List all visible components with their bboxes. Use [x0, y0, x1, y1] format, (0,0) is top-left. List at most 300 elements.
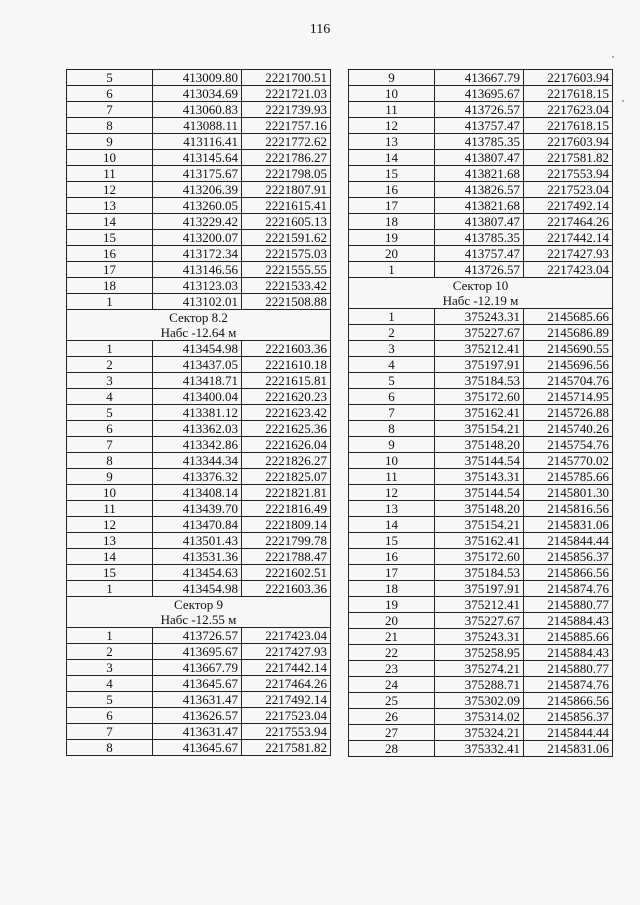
point-number-cell: 12: [67, 517, 153, 533]
point-number-cell: 9: [67, 134, 153, 150]
x-coordinate-cell: 375162.41: [435, 405, 524, 421]
y-coordinate-cell: 2145726.88: [524, 405, 613, 421]
table-row: [67, 660, 331, 676]
table-row: [67, 469, 331, 485]
point-number-cell: 19: [349, 230, 435, 246]
table-row: [349, 405, 613, 421]
y-coordinate-cell: 2145686.89: [524, 325, 613, 341]
y-coordinate-cell: 2145740.26: [524, 421, 613, 437]
table-row: [67, 421, 331, 437]
y-coordinate-cell: 2145874.76: [524, 677, 613, 693]
x-coordinate-cell: 375302.09: [435, 693, 524, 709]
table-row: [349, 453, 613, 469]
x-coordinate-cell: 413088.11: [153, 118, 242, 134]
y-coordinate-cell: 2221798.05: [242, 166, 331, 182]
x-coordinate-cell: 413470.84: [153, 517, 242, 533]
table-row: [349, 198, 613, 214]
x-coordinate-cell: 375314.02: [435, 709, 524, 725]
y-coordinate-cell: 2145844.44: [524, 725, 613, 741]
table-row: [349, 166, 613, 182]
point-number-cell: 8: [349, 421, 435, 437]
x-coordinate-cell: 375212.41: [435, 597, 524, 613]
point-number-cell: 24: [349, 677, 435, 693]
point-number-cell: 7: [349, 405, 435, 421]
y-coordinate-cell: 2145880.77: [524, 597, 613, 613]
table-row: [349, 725, 613, 741]
y-coordinate-cell: 2221625.36: [242, 421, 331, 437]
y-coordinate-cell: 2145685.66: [524, 309, 613, 325]
point-number-cell: 22: [349, 645, 435, 661]
table-row: [67, 357, 331, 373]
y-coordinate-cell: 2145770.02: [524, 453, 613, 469]
y-coordinate-cell: 2221620.23: [242, 389, 331, 405]
x-coordinate-cell: 413229.42: [153, 214, 242, 230]
point-number-cell: 4: [67, 389, 153, 405]
y-coordinate-cell: 2221555.55: [242, 262, 331, 278]
y-coordinate-cell: 2217442.14: [524, 230, 613, 246]
x-coordinate-cell: 413400.04: [153, 389, 242, 405]
table-row: [67, 262, 331, 278]
x-coordinate-cell: 413807.47: [435, 214, 524, 230]
x-coordinate-cell: 375274.21: [435, 661, 524, 677]
table-row: [67, 437, 331, 453]
y-coordinate-cell: 2145831.06: [524, 741, 613, 757]
table-row: [67, 294, 331, 310]
table-row: [349, 246, 613, 262]
x-coordinate-cell: 413381.12: [153, 405, 242, 421]
point-number-cell: 4: [67, 676, 153, 692]
x-coordinate-cell: 413418.71: [153, 373, 242, 389]
table-row: [349, 661, 613, 677]
table-row: [67, 501, 331, 517]
x-coordinate-cell: 413172.34: [153, 246, 242, 262]
table-row: [67, 405, 331, 421]
table-row: [349, 230, 613, 246]
table-row: [349, 549, 613, 565]
table-row: [349, 118, 613, 134]
table-row: [67, 485, 331, 501]
y-coordinate-cell: 2217427.93: [242, 644, 331, 660]
x-coordinate-cell: 413116.41: [153, 134, 242, 150]
x-coordinate-cell: 375332.41: [435, 741, 524, 757]
x-coordinate-cell: 413145.64: [153, 150, 242, 166]
point-number-cell: 8: [67, 740, 153, 756]
x-coordinate-cell: 375162.41: [435, 533, 524, 549]
point-number-cell: 15: [67, 565, 153, 581]
x-coordinate-cell: 413757.47: [435, 246, 524, 262]
section-depth: Набс -12.55 м: [67, 612, 331, 628]
x-coordinate-cell: 375184.53: [435, 373, 524, 389]
x-coordinate-cell: 375154.21: [435, 421, 524, 437]
point-number-cell: 25: [349, 693, 435, 709]
x-coordinate-cell: 413501.43: [153, 533, 242, 549]
section-title: Сектор 9: [67, 597, 331, 613]
x-coordinate-cell: 375212.41: [435, 341, 524, 357]
x-coordinate-cell: 413667.79: [435, 70, 524, 86]
point-number-cell: 5: [67, 405, 153, 421]
point-number-cell: 6: [67, 421, 153, 437]
point-number-cell: 10: [67, 150, 153, 166]
point-number-cell: 1: [349, 262, 435, 278]
table-row: [67, 676, 331, 692]
x-coordinate-cell: 413454.98: [153, 581, 242, 597]
point-number-cell: 14: [349, 150, 435, 166]
table-row: [349, 389, 613, 405]
y-coordinate-cell: 2221788.47: [242, 549, 331, 565]
point-number-cell: 8: [67, 118, 153, 134]
y-coordinate-cell: 2145885.66: [524, 629, 613, 645]
point-number-cell: 9: [67, 469, 153, 485]
x-coordinate-cell: 375227.67: [435, 325, 524, 341]
point-number-cell: 15: [349, 533, 435, 549]
point-number-cell: 15: [67, 230, 153, 246]
x-coordinate-cell: 413626.57: [153, 708, 242, 724]
scan-speck: [612, 56, 614, 58]
table-row: [349, 597, 613, 613]
x-coordinate-cell: 375197.91: [435, 357, 524, 373]
point-number-cell: 13: [67, 533, 153, 549]
x-coordinate-cell: 413785.35: [435, 134, 524, 150]
table-row: [349, 86, 613, 102]
y-coordinate-cell: 2145785.66: [524, 469, 613, 485]
table-row: [349, 677, 613, 693]
y-coordinate-cell: 2145696.56: [524, 357, 613, 373]
table-row: [349, 325, 613, 341]
y-coordinate-cell: 2145880.77: [524, 661, 613, 677]
point-number-cell: 14: [349, 517, 435, 533]
table-row: [349, 421, 613, 437]
y-coordinate-cell: 2217618.15: [524, 86, 613, 102]
table-row: [349, 485, 613, 501]
table-row: [67, 628, 331, 644]
table-row: [67, 644, 331, 660]
point-number-cell: 16: [349, 549, 435, 565]
point-number-cell: 3: [67, 373, 153, 389]
y-coordinate-cell: 2221591.62: [242, 230, 331, 246]
x-coordinate-cell: 413645.67: [153, 740, 242, 756]
point-number-cell: 10: [349, 453, 435, 469]
y-coordinate-cell: 2145866.56: [524, 693, 613, 709]
table-row: [67, 708, 331, 724]
y-coordinate-cell: 2221626.04: [242, 437, 331, 453]
y-coordinate-cell: 2217492.14: [242, 692, 331, 708]
table-row: [67, 517, 331, 533]
table-row: [67, 118, 331, 134]
section-depth: Набс -12.64 м: [67, 325, 331, 341]
y-coordinate-cell: 2217553.94: [242, 724, 331, 740]
table-row: [349, 741, 613, 757]
y-coordinate-cell: 2221508.88: [242, 294, 331, 310]
point-number-cell: 17: [349, 565, 435, 581]
y-coordinate-cell: 2221786.27: [242, 150, 331, 166]
table-row: [67, 198, 331, 214]
y-coordinate-cell: 2217553.94: [524, 166, 613, 182]
table-row: [67, 533, 331, 549]
y-coordinate-cell: 2221603.36: [242, 581, 331, 597]
x-coordinate-cell: 375143.31: [435, 469, 524, 485]
y-coordinate-cell: 2221603.36: [242, 341, 331, 357]
table-row: [349, 581, 613, 597]
point-number-cell: 3: [67, 660, 153, 676]
x-coordinate-cell: 413009.80: [153, 70, 242, 86]
point-number-cell: 9: [349, 70, 435, 86]
x-coordinate-cell: 375144.54: [435, 485, 524, 501]
point-number-cell: 8: [67, 453, 153, 469]
x-coordinate-cell: 413206.39: [153, 182, 242, 198]
table-row: [349, 613, 613, 629]
table-row: [349, 70, 613, 86]
table-row: [349, 517, 613, 533]
y-coordinate-cell: 2145844.44: [524, 533, 613, 549]
x-coordinate-cell: 413437.05: [153, 357, 242, 373]
section-subtitle-row: [349, 293, 613, 309]
y-coordinate-cell: 2217464.26: [242, 676, 331, 692]
table-row: [349, 182, 613, 198]
x-coordinate-cell: 413726.57: [435, 102, 524, 118]
y-coordinate-cell: 2217581.82: [524, 150, 613, 166]
point-number-cell: 13: [349, 134, 435, 150]
point-number-cell: 17: [349, 198, 435, 214]
x-coordinate-cell: 413807.47: [435, 150, 524, 166]
table-row: [67, 134, 331, 150]
x-coordinate-cell: 413342.86: [153, 437, 242, 453]
y-coordinate-cell: 2145856.37: [524, 549, 613, 565]
point-number-cell: 5: [67, 692, 153, 708]
point-number-cell: 4: [349, 357, 435, 373]
x-coordinate-cell: 375258.95: [435, 645, 524, 661]
coordinates-table-left: [66, 69, 331, 756]
table-row: [67, 453, 331, 469]
table-row: [67, 581, 331, 597]
table-row: [67, 214, 331, 230]
x-coordinate-cell: 413060.83: [153, 102, 242, 118]
section-header-row: [349, 278, 613, 294]
table-row: [349, 134, 613, 150]
y-coordinate-cell: 2217523.04: [242, 708, 331, 724]
point-number-cell: 1: [67, 581, 153, 597]
x-coordinate-cell: 413757.47: [435, 118, 524, 134]
table-row: [349, 501, 613, 517]
table-row: [67, 389, 331, 405]
y-coordinate-cell: 2217464.26: [524, 214, 613, 230]
point-number-cell: 9: [349, 437, 435, 453]
point-number-cell: 2: [67, 357, 153, 373]
y-coordinate-cell: 2217423.04: [242, 628, 331, 644]
point-number-cell: 27: [349, 725, 435, 741]
point-number-cell: 17: [67, 262, 153, 278]
point-number-cell: 16: [349, 182, 435, 198]
point-number-cell: 6: [67, 708, 153, 724]
point-number-cell: 18: [67, 278, 153, 294]
y-coordinate-cell: 2221610.18: [242, 357, 331, 373]
x-coordinate-cell: 375324.21: [435, 725, 524, 741]
y-coordinate-cell: 2221757.16: [242, 118, 331, 134]
y-coordinate-cell: 2145714.95: [524, 389, 613, 405]
table-row: [349, 565, 613, 581]
point-number-cell: 1: [67, 628, 153, 644]
y-coordinate-cell: 2221615.81: [242, 373, 331, 389]
point-number-cell: 11: [349, 102, 435, 118]
x-coordinate-cell: 413439.70: [153, 501, 242, 517]
table-row: [349, 262, 613, 278]
point-number-cell: 10: [67, 485, 153, 501]
point-number-cell: 14: [67, 214, 153, 230]
x-coordinate-cell: 375243.31: [435, 309, 524, 325]
table-row: [349, 437, 613, 453]
y-coordinate-cell: 2145831.06: [524, 517, 613, 533]
table-row: [349, 214, 613, 230]
table-row: [349, 102, 613, 118]
y-coordinate-cell: 2221721.03: [242, 86, 331, 102]
point-number-cell: 5: [349, 373, 435, 389]
y-coordinate-cell: 2221615.41: [242, 198, 331, 214]
y-coordinate-cell: 2145801.30: [524, 485, 613, 501]
table-row: [349, 629, 613, 645]
y-coordinate-cell: 2217492.14: [524, 198, 613, 214]
x-coordinate-cell: 375288.71: [435, 677, 524, 693]
section-header-row: [67, 597, 331, 613]
table-row: [67, 246, 331, 262]
section-title: Сектор 8.2: [67, 310, 331, 326]
x-coordinate-cell: 413376.32: [153, 469, 242, 485]
y-coordinate-cell: 2217442.14: [242, 660, 331, 676]
point-number-cell: 12: [349, 485, 435, 501]
point-number-cell: 11: [67, 166, 153, 182]
y-coordinate-cell: 2145704.76: [524, 373, 613, 389]
x-coordinate-cell: 413821.68: [435, 166, 524, 182]
table-row: [67, 166, 331, 182]
y-coordinate-cell: 2145690.55: [524, 341, 613, 357]
point-number-cell: 16: [67, 246, 153, 262]
table-row: [67, 278, 331, 294]
point-number-cell: 11: [349, 469, 435, 485]
table-row: [349, 373, 613, 389]
point-number-cell: 23: [349, 661, 435, 677]
x-coordinate-cell: 413695.67: [153, 644, 242, 660]
y-coordinate-cell: 2217427.93: [524, 246, 613, 262]
point-number-cell: 13: [67, 198, 153, 214]
point-number-cell: 21: [349, 629, 435, 645]
x-coordinate-cell: 413344.34: [153, 453, 242, 469]
point-number-cell: 10: [349, 86, 435, 102]
x-coordinate-cell: 413821.68: [435, 198, 524, 214]
y-coordinate-cell: 2221807.91: [242, 182, 331, 198]
point-number-cell: 1: [349, 309, 435, 325]
y-coordinate-cell: 2221826.27: [242, 453, 331, 469]
x-coordinate-cell: 413123.03: [153, 278, 242, 294]
y-coordinate-cell: 2217618.15: [524, 118, 613, 134]
y-coordinate-cell: 2221605.13: [242, 214, 331, 230]
x-coordinate-cell: 413631.47: [153, 692, 242, 708]
table-row: [67, 70, 331, 86]
scan-speck: [622, 100, 624, 102]
point-number-cell: 20: [349, 613, 435, 629]
point-number-cell: 11: [67, 501, 153, 517]
y-coordinate-cell: 2221700.51: [242, 70, 331, 86]
table-row: [349, 341, 613, 357]
x-coordinate-cell: 413826.57: [435, 182, 524, 198]
point-number-cell: 7: [67, 437, 153, 453]
table-row: [67, 341, 331, 357]
point-number-cell: 14: [67, 549, 153, 565]
x-coordinate-cell: 375243.31: [435, 629, 524, 645]
y-coordinate-cell: 2217623.04: [524, 102, 613, 118]
y-coordinate-cell: 2145884.43: [524, 613, 613, 629]
table-row: [67, 150, 331, 166]
y-coordinate-cell: 2217423.04: [524, 262, 613, 278]
y-coordinate-cell: 2221799.78: [242, 533, 331, 549]
y-coordinate-cell: 2217603.94: [524, 70, 613, 86]
y-coordinate-cell: 2145754.76: [524, 437, 613, 453]
section-title: Сектор 10: [349, 278, 613, 294]
point-number-cell: 15: [349, 166, 435, 182]
x-coordinate-cell: 413175.67: [153, 166, 242, 182]
x-coordinate-cell: 375154.21: [435, 517, 524, 533]
section-header-row: [67, 310, 331, 326]
x-coordinate-cell: 375144.54: [435, 453, 524, 469]
y-coordinate-cell: 2217581.82: [242, 740, 331, 756]
x-coordinate-cell: 375172.60: [435, 549, 524, 565]
x-coordinate-cell: 413645.67: [153, 676, 242, 692]
table-row: [349, 645, 613, 661]
y-coordinate-cell: 2221825.07: [242, 469, 331, 485]
y-coordinate-cell: 2221809.14: [242, 517, 331, 533]
table-row: [67, 692, 331, 708]
point-number-cell: 2: [67, 644, 153, 660]
point-number-cell: 28: [349, 741, 435, 757]
y-coordinate-cell: 2145874.76: [524, 581, 613, 597]
point-number-cell: 2: [349, 325, 435, 341]
x-coordinate-cell: 375148.20: [435, 437, 524, 453]
y-coordinate-cell: 2145816.56: [524, 501, 613, 517]
x-coordinate-cell: 413785.35: [435, 230, 524, 246]
point-number-cell: 1: [67, 341, 153, 357]
y-coordinate-cell: 2145866.56: [524, 565, 613, 581]
x-coordinate-cell: 413631.47: [153, 724, 242, 740]
point-number-cell: 18: [349, 581, 435, 597]
section-depth: Набс -12.19 м: [349, 293, 613, 309]
x-coordinate-cell: 375227.67: [435, 613, 524, 629]
x-coordinate-cell: 375148.20: [435, 501, 524, 517]
table-row: [349, 357, 613, 373]
page-number: 116: [309, 22, 331, 37]
x-coordinate-cell: 413408.14: [153, 485, 242, 501]
section-subtitle-row: [67, 612, 331, 628]
x-coordinate-cell: 413695.67: [435, 86, 524, 102]
x-coordinate-cell: 375184.53: [435, 565, 524, 581]
point-number-cell: 13: [349, 501, 435, 517]
x-coordinate-cell: 413667.79: [153, 660, 242, 676]
y-coordinate-cell: 2145856.37: [524, 709, 613, 725]
section-subtitle-row: [67, 325, 331, 341]
x-coordinate-cell: 413102.01: [153, 294, 242, 310]
y-coordinate-cell: 2221533.42: [242, 278, 331, 294]
point-number-cell: 12: [67, 182, 153, 198]
table-row: [67, 182, 331, 198]
y-coordinate-cell: 2221575.03: [242, 246, 331, 262]
x-coordinate-cell: 413726.57: [153, 628, 242, 644]
x-coordinate-cell: 375172.60: [435, 389, 524, 405]
table-row: [67, 102, 331, 118]
x-coordinate-cell: 413200.07: [153, 230, 242, 246]
table-row: [67, 86, 331, 102]
x-coordinate-cell: 375197.91: [435, 581, 524, 597]
table-row: [67, 565, 331, 581]
table-row: [67, 373, 331, 389]
table-row: [67, 549, 331, 565]
table-row: [349, 533, 613, 549]
table-row: [67, 740, 331, 756]
